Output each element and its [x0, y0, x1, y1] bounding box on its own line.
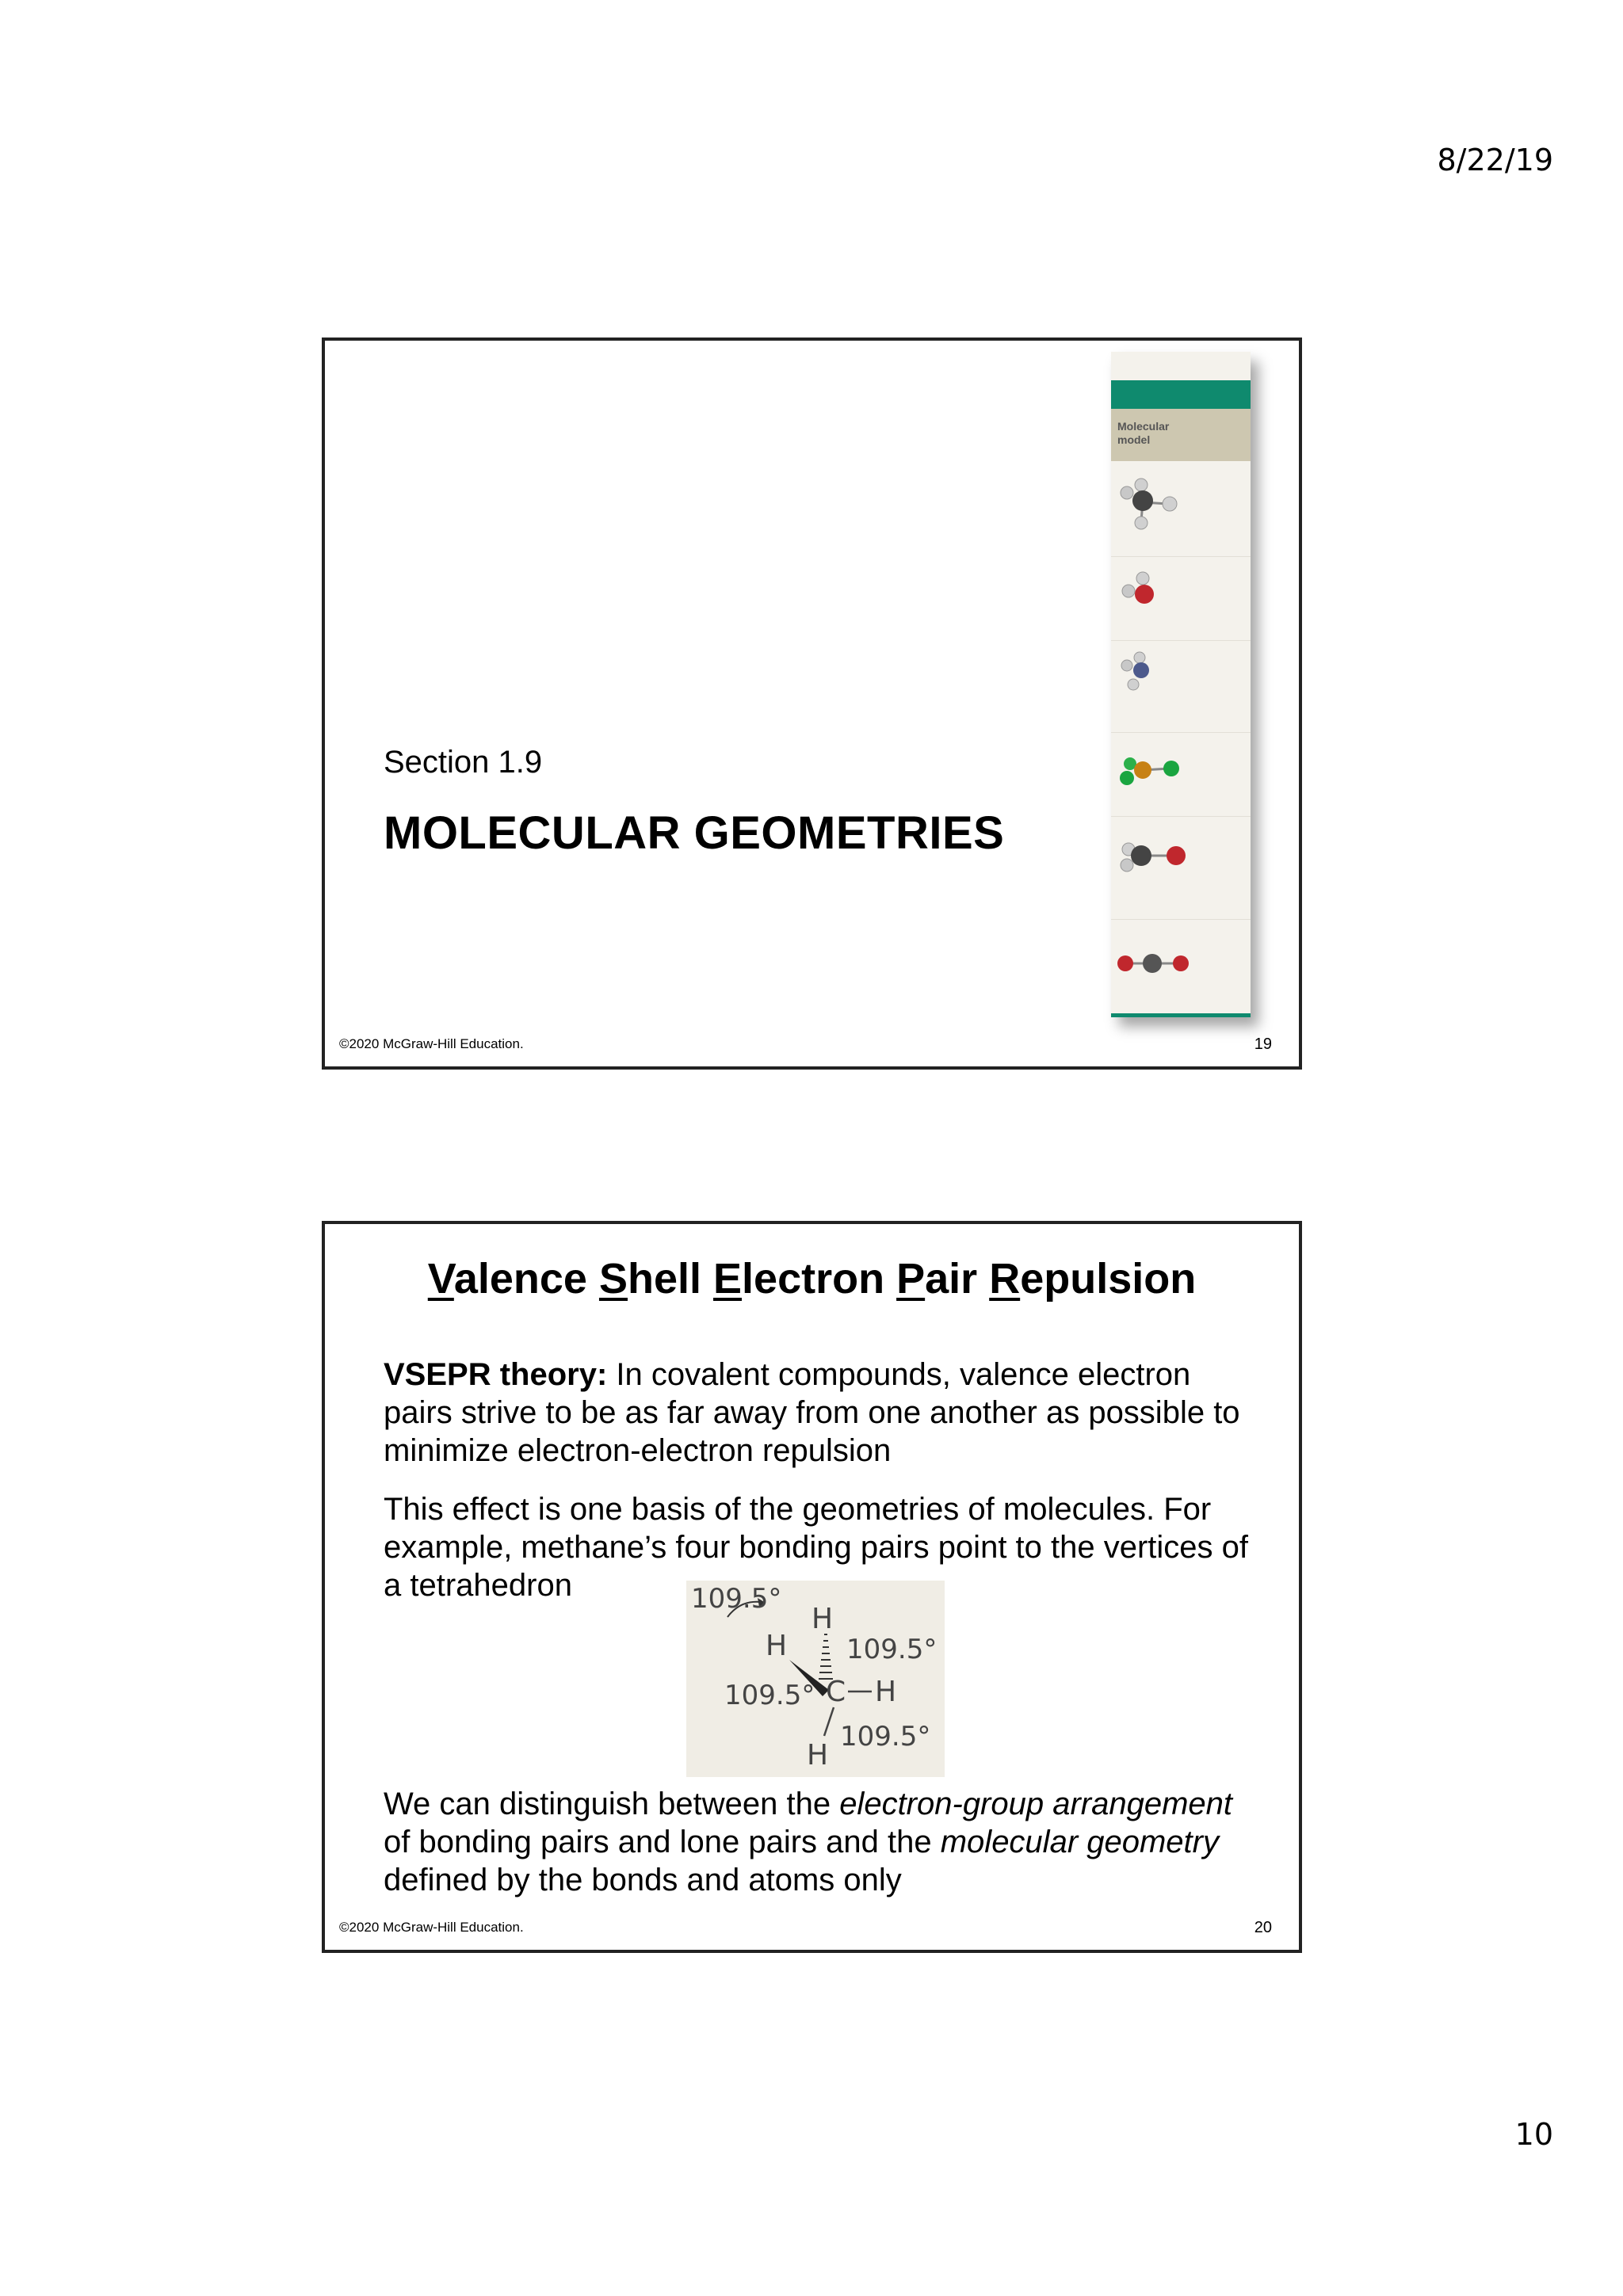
section-title: MOLECULAR GEOMETRIES	[384, 807, 1005, 859]
atom-h-right: H	[875, 1676, 897, 1708]
ammonia-model-icon	[1121, 652, 1149, 690]
trigonal-planar-model-icon	[1120, 757, 1179, 785]
title-part	[428, 1255, 599, 1302]
page-date: 8/22/19	[1437, 143, 1553, 177]
title-rest: air	[925, 1255, 990, 1302]
panel-header-line1: Molecular	[1117, 420, 1170, 433]
title-part	[713, 1255, 896, 1302]
slide-number: 20	[1254, 1919, 1272, 1936]
italic-term: molecular geometry	[940, 1825, 1219, 1859]
title-rest: lectron	[742, 1255, 897, 1302]
angle-label-left: 109.5°	[724, 1680, 815, 1711]
geometry-text: This effect is one basis of the geometries of molecules. For example, methane’s four bonding pairs point to the vertices of a tetrahedron	[384, 1492, 1249, 1603]
page-number: 10	[1514, 2117, 1553, 2152]
panel-header-line2: model	[1117, 433, 1151, 446]
section-label: Section 1.9	[384, 745, 543, 780]
atom-h-left: H	[766, 1630, 788, 1662]
angle-label-top: 109.5°	[691, 1583, 782, 1615]
slide-20	[322, 1221, 1302, 1953]
angle-label-right-upper: 109.5°	[846, 1634, 938, 1665]
slide-19	[322, 338, 1302, 1070]
vsepr-definition	[384, 1356, 1255, 1470]
copyright: ©2020 McGraw-Hill Education.	[339, 1920, 524, 1935]
title-initial: V	[427, 1255, 454, 1302]
title-initial: P	[896, 1255, 926, 1302]
methane-model-icon	[1121, 479, 1177, 529]
title-initial: R	[989, 1255, 1021, 1302]
title-part	[989, 1255, 1196, 1302]
title-initial: S	[598, 1255, 628, 1302]
title-rest: alence	[453, 1255, 599, 1302]
term-bold: VSEPR theory:	[384, 1357, 608, 1392]
text: defined by the bonds and atoms only	[384, 1863, 902, 1897]
text: of bonding pairs and lone pairs and the	[384, 1825, 941, 1859]
molecular-model-panel	[1111, 352, 1251, 1017]
atom-h-top: H	[812, 1603, 834, 1635]
angle-label-right-lower: 109.5°	[840, 1721, 931, 1753]
title-rest: epulsion	[1020, 1255, 1197, 1302]
distinction-paragraph	[384, 1785, 1255, 1899]
hash-bond	[819, 1634, 833, 1679]
atom-c: C	[826, 1676, 846, 1708]
slide-title	[325, 1254, 1299, 1303]
italic-term: electron-group arrangement	[839, 1787, 1233, 1821]
formaldehyde-model-icon	[1121, 843, 1186, 871]
definition-text: In covalent compounds, valence electron pairs strive to be as far away from one another as possible to minimize electron-electron repulsion	[384, 1357, 1240, 1468]
carbon-dioxide-model-icon	[1117, 954, 1189, 973]
slide-number: 19	[1254, 1035, 1272, 1053]
copyright: ©2020 McGraw-Hill Education.	[339, 1036, 524, 1051]
title-initial: E	[713, 1255, 743, 1302]
title-part	[896, 1255, 989, 1302]
title-part	[599, 1255, 713, 1302]
atom-h-bottom: H	[807, 1739, 829, 1772]
panel-bottom-band	[1111, 1013, 1251, 1017]
text: We can distinguish between the	[384, 1787, 840, 1821]
methane-structure-diagram	[686, 1581, 945, 1777]
title-rest: hell	[627, 1255, 714, 1302]
molecule-models	[1111, 352, 1251, 1017]
water-model-icon	[1122, 572, 1154, 604]
